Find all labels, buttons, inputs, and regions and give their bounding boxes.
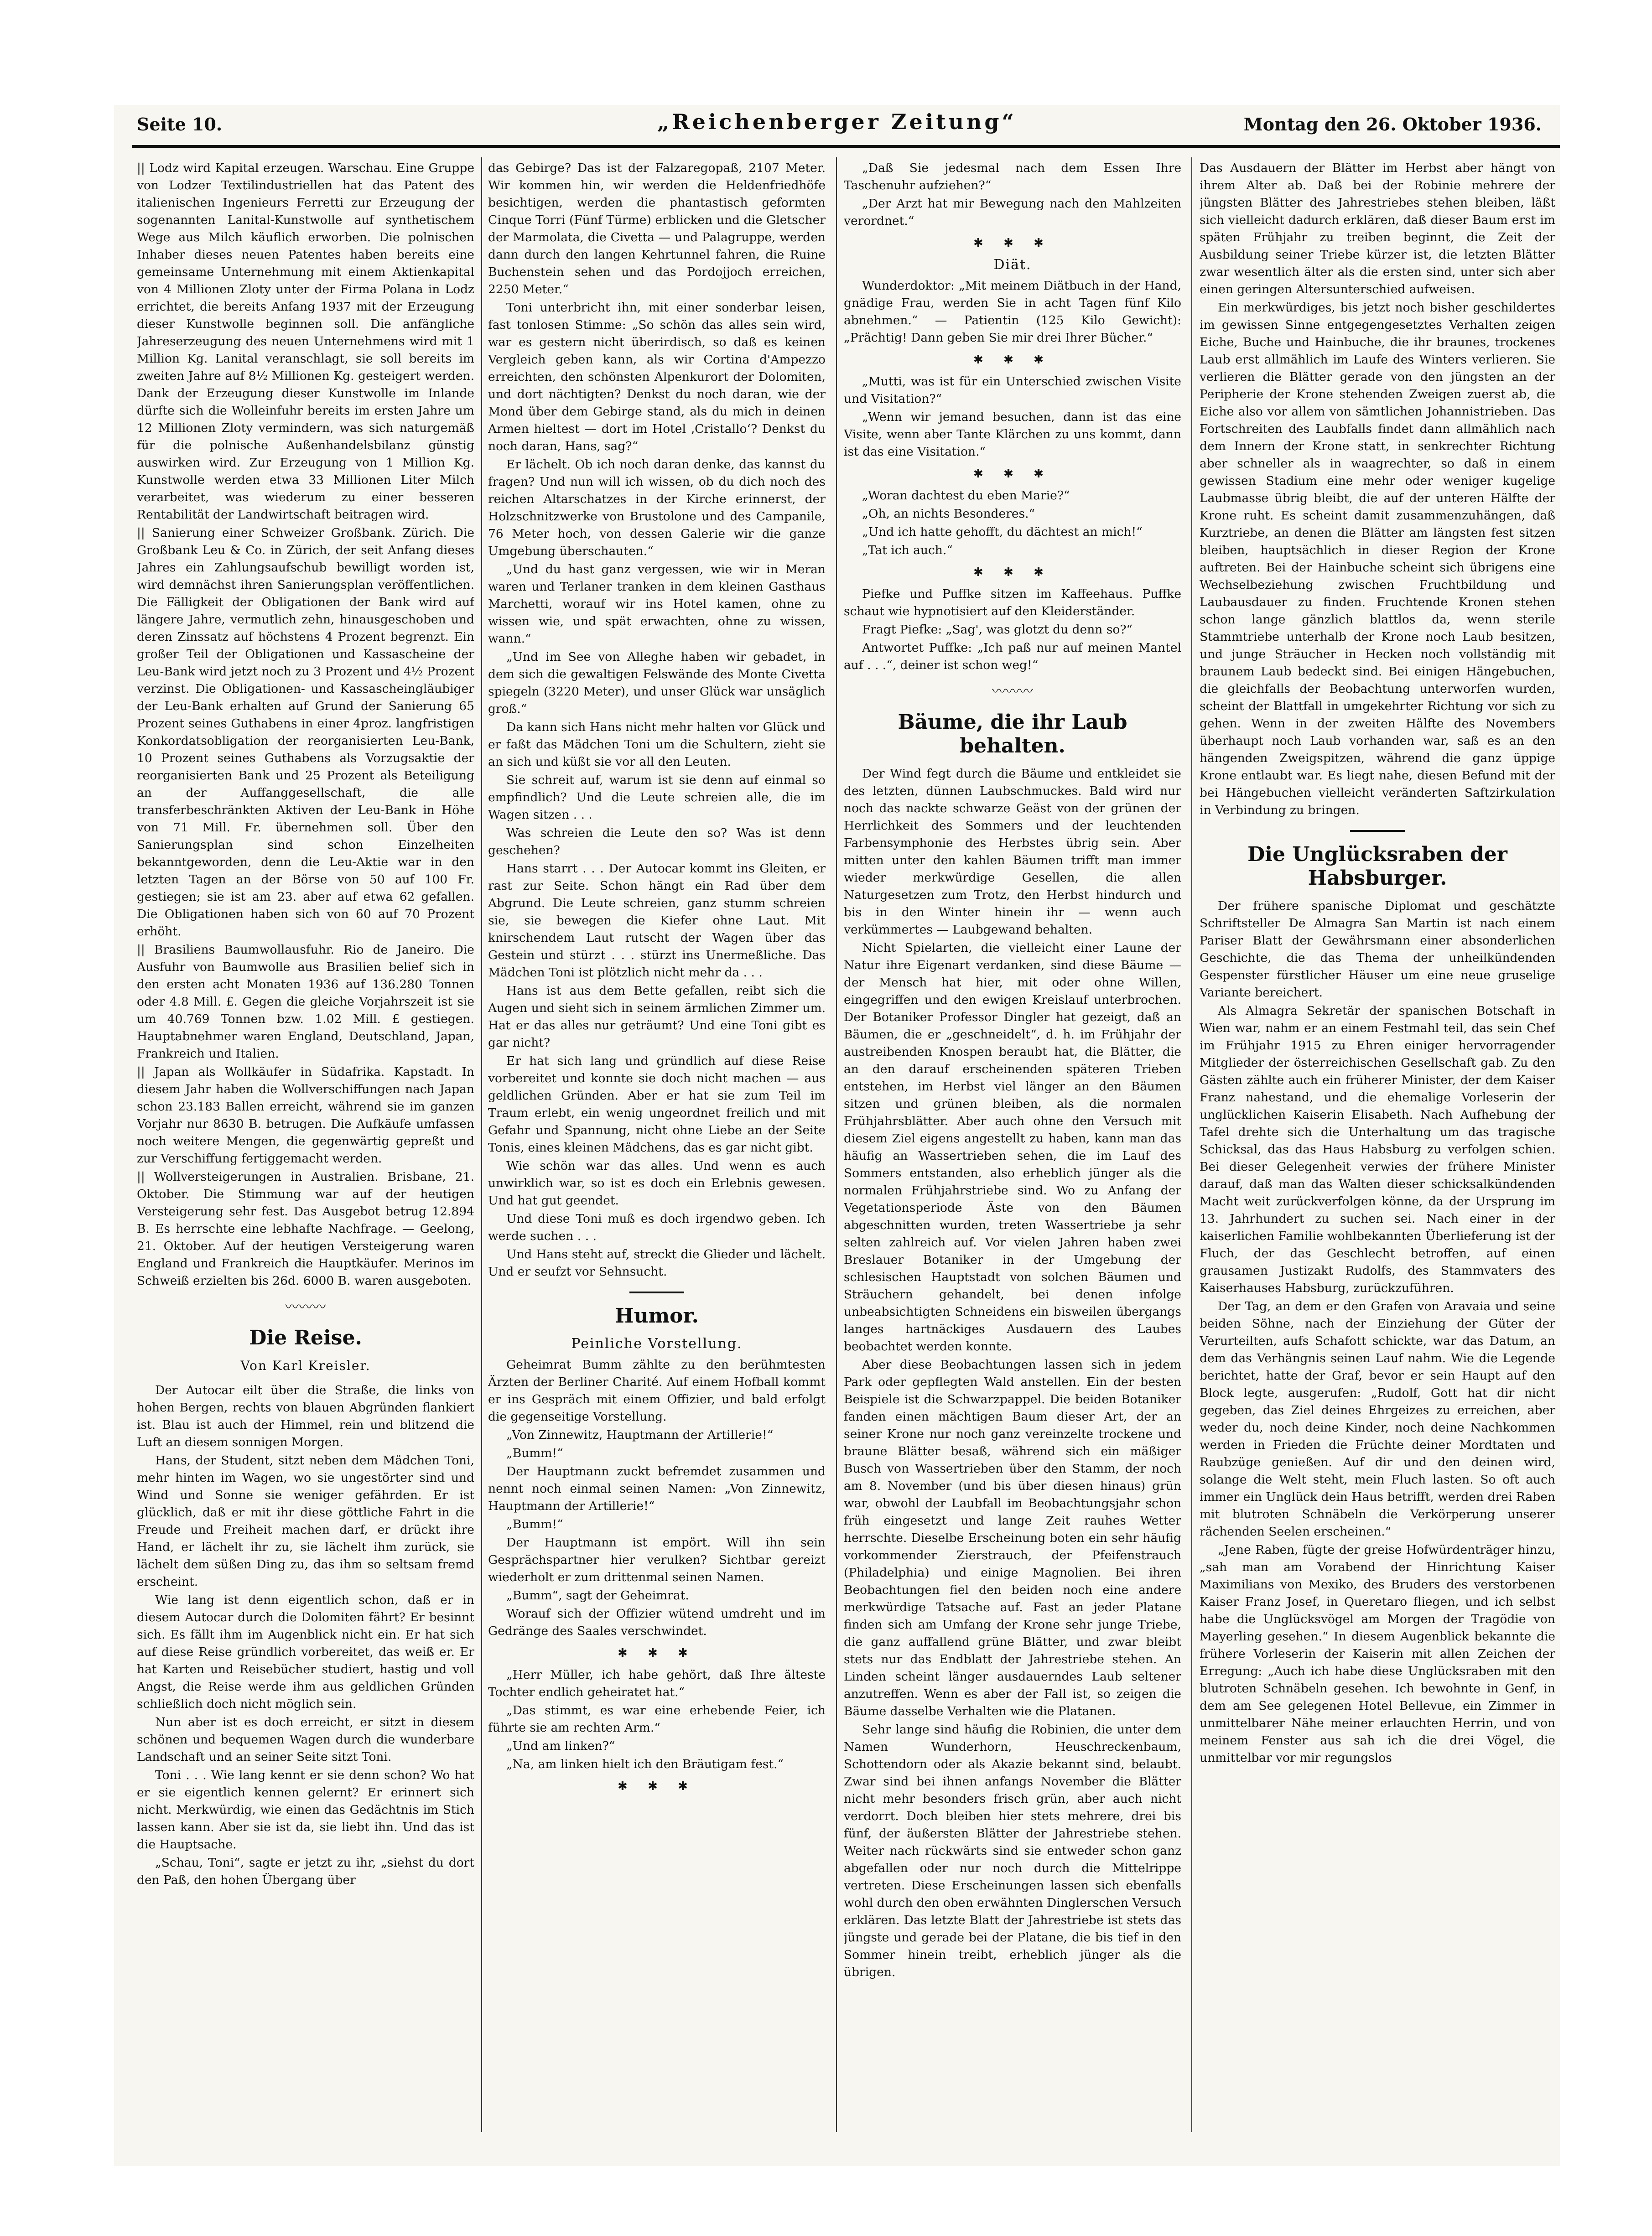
article-paragraph: Das Ausdauern der Blätter im Herbst aber hängt von ihrem Alter ab. Daß bei der Robinie mehrere der jüngsten Blätter des Jahrestriebes stehen bleiben, läßt sich vielleicht dadurch erklären, daß dieser Baum erst im späten Frühjahr zu treiben beginnt, die Zeit der Ausbildung seiner Triebe kürzer ist, die letzten Blätter zwar wesentlich älter als die ersten sind, unter sich aber einen geringen Altersunterschied aufweisen. [1200,161,1555,296]
article-paragraph: Sehr lange sind häufig die Robinien, die unter dem Namen Wunderhorn, Heuschreckenbaum, Schottendorn oder als Akazie bekannt sind, belaubt. Zwar sind bei ihnen anfangs November die Blätter nicht mehr besonders frisch grün, aber auch nicht verdorrt. Doch bleiben hier stets mehrere, drei bis fünf, der äußersten Blätter der Jahrestriebe stehen. Weiter nach rückwärts sind sie entweder schon ganz abgefallen oder nur noch durch die Mittelrippe vertreten. Diese Erscheinungen lassen sich ebenfalls wohl durch den oben erwähnten Dinglerschen Versuch erklären. Das letzte Blatt der Jahrestriebe ist stets das jüngste und gerade bei der Platane, die bis tief in den Sommer hinein treibt, erheblich jünger als die übrigen. [844,1722,1181,1979]
page-number: Seite 10. [137,114,223,135]
separator-stars: ✱ ✱ ✱ [618,1779,696,1793]
column-divider [836,157,837,2132]
section-rule [1350,830,1405,832]
joke-paragraph: „Und am linken?“ [506,1739,615,1753]
joke-paragraph: „Oh, an nichts Besonderes.“ [862,507,1035,521]
story-paragraph: Was schreien die Leute den so? Was ist denn geschehen? [488,826,826,857]
story-headline-reise: Die Reise. [249,1326,362,1349]
story-paragraph: Hans starrt . . . Der Autocar kommt ins Gleiten, er rast zur Seite. Schon hängt ein Rad über dem Abgrund. Die Leute schreien, ganz stumm schreien sie, sie bewegen die Kiefer ohne Laut. Mit knirschendem Laut rutscht der Wagen über das Gestein und stürzt . . . stürzt ins Unermeßliche. Das Mädchen Toni ist plötzlich nicht mehr da . . . [488,861,826,980]
article-headline-raben: Die Unglücksraben der Habsburger. [1247,843,1507,890]
joke-paragraph: „Wenn wir jemand besuchen, dann ist das eine Visite, wenn aber Tante Klärchen zu uns kommt, dann ist das eine Visitation.“ [844,410,1181,459]
joke-paragraph: Geheimrat Bumm zählte zu den berühmtesten Ärzten der Berliner Charité. Auf einem Hofball kommt er ins Gespräch mit einem Offizier, und bald erfolgt die gegenseitige Vorstellung. [488,1358,826,1424]
story-paragraph: Toni unterbricht ihn, mit einer sonderbar leisen, fast tonlosen Stimme: „So schön das alles sein wird, war es gestern nicht überirdisch, so daß es keinen Vergleich geben kann, als wir Cortina d'Ampezzo erreichten, den schönsten Alpenkurort der Dolomiten, und dort nächtigten? Denkst du noch daran, wie der Mond über dem Gebirge stand, als du mich in deinen Armen hieltest — dort im Hotel ‚Cristallo‘? Denkst du noch daran, Hans, sag?“ [488,301,826,453]
header-rule [132,145,1560,148]
story-paragraph: Und diese Toni muß es doch irgendwo geben. Ich werde suchen . . . [488,1212,826,1243]
newspaper-title: „Reichenberger Zeitung“ [657,109,1017,134]
news-item-lodz: || Lodz wird Kapital erzeugen. Warschau. Eine Gruppe von Lodzer Textilindustriellen hat das Patent des italienischen Ingenieurs Ferretti zur Erzeugung der sogenannten Lanital-Kunstwolle auf synthetischem Wege aus Milch käuflich erworben. Die polnischen Inhaber dieses neuen Patentes haben bereits eine gemeinsame Unternehmung mit einem Aktienkapital von 4 Millionen Zloty unter der Firma Polana in Lodz errichtet, die bereits Anfang 1937 mit der Erzeugung dieser Kunstwolle beginnen soll. Die anfängliche Jahreserzeugung des neuen Unternehmens wird mit 1 Million Kg. Lanital veranschlagt, sie soll bereits im zweiten Jahre auf 8½ Millionen Kg. gesteigert werden. Dank der Erzeugung dieser Kunstwolle im Inlande dürfte sich die Wolleinfuhr bereits im ersten Jahre um 12 Millionen Zloty vermindern, was sich naturgemäß für die polnische Außenhandelsbilanz günstig auswirken wird. Zur Erzeugung von 1 Million Kg. Kunstwolle werden etwa 33 Millionen Liter Milch verarbeitet, was wiederum zu einer besseren Rentabilität der Landwirtschaft beitragen wird. [137,161,474,522]
joke-paragraph: „Bumm!“ [506,1446,563,1460]
section-ornament: 〰〰〰 [285,1299,326,1315]
separator-stars: ✱ ✱ ✱ [973,565,1052,579]
article-paragraph: Der Wind fegt durch die Bäume und entkleidet sie des letzten, dünnen Laubschmuckes. Bald wird nur noch das nackte schwarze Geäst von der grünen der Herrlichkeit des Sommers und der leuchtenden Farbensymphonie des Herbstes übrig sein. Aber mitten unter den kahlen Bäumen trifft man immer wieder merkwürdige Gesellen, die allen Naturgesetzen zum Trotz, den Herbst hindurch und bis in den Winter hinein ihr — wenn auch verkümmertes — Laubgewand behalten. [844,767,1181,937]
joke-paragraph: „Daß Sie jedesmal nach dem Essen Ihre Taschenuhr aufziehen?“ [844,161,1181,192]
separator-stars: ✱ ✱ ✱ [973,353,1052,367]
news-item-leu-bank: || Sanierung einer Schweizer Großbank. Zürich. Die Großbank Leu & Co. in Zürich, der seit Anfang dieses Jahres ein Zahlungsaufschub bewilligt worden ist, wird demnächst ihren Sanierungsplan veröffentlichen. Die Fälligkeit der Obligationen der Bank wird auf längere Jahre, vermutlich zehn, hinausgeschoben und deren Zinssatz auf höchstens 4 Prozent begrenzt. Ein großer Teil der Obligationen und Kassascheine der Leu-Bank wird jetzt noch zu 3 Prozent und 4½ Prozent verzinst. Die Obligationen- und Kassascheingläubiger der Leu-Bank erhalten auf Grund der Sanierung 65 Prozent seines Guthabens in einer 4proz. langfristigen Konkordatsobligation der reorganisierten Leu-Bank, 10 Prozent seines Guthabens als Vorzugsaktie der reorganisierten Bank und 25 Prozent als Beteiligung an der Auffanggesellschaft, die alle transferbeschränkten Aktiven der Leu-Bank in Höhe von 71 Mill. Fr. übernehmen soll. Über den Sanierungsplan sind schon Einzelheiten bekanntgeworden, denn die Leu-Aktie war in den letzten Tagen an der Börse von 50 auf 100 Fr. gestiegen; sie ist am 23. aber auf etwa 62 gefallen. Die Obligationen haben sich von 60 auf 70 Prozent erhöht. [137,526,474,939]
story-byline: Von Karl Kreisler. [240,1358,371,1373]
article-paragraph: „Jene Raben, fügte der greise Hofwürdenträger hinzu, „sah man am Vorabend der Hinrichtung Kaiser Maximilians von Mexiko, des Bruders des verstorbenen Kaiser Franz Josef, in Queretaro fliegen, und ich selbst habe die Unglücksvögel am Morgen der Tragödie von Mayerling gesehen.“ In diesem Augenblick bekannte die frühere Vorleserin der Kaiserin mit allen Zeichen der Erregung: „Auch ich habe diese Unglücksraben mit den blutroten Schnäbeln gesehen. Ich bewohnte in Genf, in dem am See gelegenen Hotel Bellevue, ein Zimmer in unmittelbarer Nähe meiner erlauchten Herrin, und von meinem Fenster aus sah ich die drei Vögel, die unmittelbar vor mir regungslos [1200,1543,1555,1765]
story-paragraph: das Gebirge? Das ist der Falzaregopaß, 2107 Meter. Wir kommen hin, wir werden die Heldenfriedhöfe besichtigen, werden die phantastisch geformten Cinque Torri (Fünf Türme) erblicken und die Gletscher der Marmolata, die Civetta — und Palagruppe, werden dann durch den langen Kehrtunnel fahren, die Ruine Buchenstein sehen und das Pordojjoch erreichen, 2250 Meter.“ [488,161,826,296]
story-paragraph: Wie lang ist denn eigentlich schon, daß er in diesem Autocar durch die Dolomiten fährt? Er besinnt sich. Es fällt ihm im Augenblick nicht ein. Er hat sich auf diese Reise gründlich vorbereitet, das weiß er. Er hat Karten und Reisebücher studiert, hastig und voll Angst, die Reise werde ihm aus geldlichen Gründen schließlich doch nicht möglich sein. [137,1593,474,1711]
column-1 [137,160,474,2134]
article-headline-baeume: Bäume, die ihr Laub behalten. [898,711,1127,757]
story-paragraph: Toni . . . Wie lang kennt er sie denn schon? Wo hat er sie eigentlich kennen gelernt? Er erinnert sich nicht. Merkwürdig, wie einen das Gedächtnis im Stich lassen kann. Aber sie ist da, sie liebt ihn. Und das ist die Hauptsache. [137,1768,474,1852]
story-paragraph: Er lächelt. Ob ich noch daran denke, das kannst du fragen? Und nun will ich wissen, ob du dich noch des reichen Altarschatzes in der Kirche erinnerst, der Holzschnitzwerke von Brustolone und des Campanile, 76 Meter hoch, von dessen Galerie wir die ganze Umgebung überschauten.“ [488,457,826,558]
story-paragraph: Der Autocar eilt über die Straße, die links von hohen Bergen, rechts von blauen Abgründen flankiert ist. Blau ist auch der Himmel, rein und blitzend die Luft an diesem sonnigen Morgen. [137,1383,474,1449]
joke-paragraph: „Na, am linken hielt ich den Bräutigam fest.“ [506,1757,784,1771]
joke-paragraph: Piefke und Puffke sitzen im Kaffeehaus. Puffke schaut wie hypnotisiert auf den Kleiderständer. [844,587,1181,618]
joke-title: Diät. [993,257,1032,273]
story-paragraph: Er hat sich lang und gründlich auf diese Reise vorbereitet und konnte sie doch nicht machen — aus geldlichen Gründen. Aber er hat sie zum Teil im Traum erlebt, ein wenig ungeordnet freilich und mit Gefahr und Spannung, nicht ohne Liebe an der Seite Tonis, eines kleinen Mädchens, das es gar nicht gibt. [488,1054,826,1155]
joke-paragraph: Worauf sich der Offizier wütend umdreht und im Gedränge des Saales verschwindet. [488,1607,826,1638]
article-paragraph: Der frühere spanische Diplomat und geschätzte Schriftsteller De Almagra San Martin ist nach einem Pariser Blatt der Gewährsmann einer absonderlichen Geschichte, die das Thema der unheilkündenden Gespenster fürstlicher Häuser um eine neue gruselige Variante bereichert. [1200,899,1555,1000]
news-item-brazil-cotton: || Brasiliens Baumwollausfuhr. Rio de Janeiro. Die Ausfuhr von Baumwolle aus Brasilien belief sich in den ersten acht Monaten 1936 auf 136.280 Tonnen oder 4.8 Mill. £. Gegen die gleiche Vorjahrszeit ist sie um 40.769 Tonnen bzw. 1.02 Mill. £ gestiegen. Hauptabnehmer waren England, Deutschland, Japan, Frankreich und Italien. [137,943,474,1061]
news-item-australia-wool: || Wollversteigerungen in Australien. Brisbane, 21. Oktober. Die Stimmung war auf der heutigen Versteigerung sehr fest. Das Ausgebot betrug 12.894 B. Es herrschte eine lebhafte Nachfrage. — Geelong, 21. Oktober. Auf der heutigen Versteigerung waren England und Frankreich die Hauptkäufer. Merinos im Schweiß erzielten bis 26d. 6000 B. waren ausgeboten. [137,1170,474,1288]
issue-date: Montag den 26. Oktober 1936. [1243,114,1542,135]
joke-paragraph: „Das stimmt, es war eine erhebende Feier, ich führte sie am rechten Arm.“ [488,1703,826,1735]
joke-paragraph: „Und ich hatte gehofft, du dächtest an mich!“ [862,525,1143,539]
section-ornament: 〰〰〰 [992,684,1033,700]
story-paragraph: Da kann sich Hans nicht mehr halten vor Glück und er faßt das Mädchen Toni um die Schultern, zieht sie an sich und küßt sie vor all den Leuten. [488,720,826,769]
story-paragraph: Hans ist aus dem Bette gefallen, reibt sich die Augen und sieht sich in seinem ärmlichen Zimmer um. Hat er das alles nur geträumt? Und eine Toni gibt es gar nicht? [488,984,826,1050]
separator-stars: ✱ ✱ ✱ [618,1646,696,1660]
story-paragraph: „Und du hast ganz vergessen, wie wir in Meran waren und Terlaner tranken in dem kleinen Gasthaus Marchetti, worauf wir ins Hotel kamen, ohne zu wissen wie, und spät erwachten, ohne zu wissen, wann.“ [488,562,826,646]
joke-paragraph: Antwortet Puffke: „Ich paß nur auf meinen Mantel auf . . .“, deiner ist schon weg!“ [844,641,1181,672]
article-paragraph: Aber diese Beobachtungen lassen sich in jedem Park oder gepflegten Wald anstellen. Ein der besten Beispiele ist die Schwarzpappel. Die beiden Botaniker fanden einen mächtigen Baum dieser Art, der an seiner Krone nur noch ganz vereinzelte trockene und braune Blätter besaß, während sich ein mäßiger Busch von Wassertrieben über den Stamm, der noch am 8. November (und bis über diesen hinaus) grün war, obwohl der Laubfall im Beobachtungsjahr schon früh eingesetzt und lange Zeit rauhes Wetter herrschte. Dieselbe Erscheinung boten ein sehr häufig vorkommender Zierstrauch, der Pfeifenstrauch (Philadelphia) und einige Magnolien. Bei ihren Beobachtungen fiel den beiden noch eine andere merkwürdige Tatsache auf. Fast an jeder Platane finden sich am Umfang der Krone sehr junge Triebe, die ganz auffallend grüne Blätter, und zwar bleibt stets nur das Endblatt der Jahrestriebe stehen. An Linden scheint länger ausdauerndes Laub seltener anzutreffen. Wenn es aber der Fall ist, so zeigen die Bäume dasselbe Verhalten wie die Platanen. [844,1358,1181,1718]
article-paragraph: Der Tag, an dem er den Grafen von Aravaia und seine beiden Söhne, nach der Einziehung der Güter der Verurteilten, aufs Schafott schickte, war das Datum, an dem das Verhängnis seinen Lauf nahm. Wie die Legende berichtet, hatte der Graf, bevor er sein Haupt auf den Block legte, ausgerufen: „Rudolf, Gott hat dir nicht gegeben, das Ziel deines Ehrgeizes zu erreichen, aber weder du, noch deine Kinder, noch deine Nachkommen werden in Frieden die Früchte deiner Mordtaten und Raubzüge genießen. Auf dir und den deinen wird, solange die Welt steht, mein Fluch lasten. So oft auch immer ein Unglück dein Haus betrifft, werden drei Raben mit blutroten Schnäbeln die Verkörperung unserer rächenden Seelen erscheinen.“ [1200,1299,1555,1539]
column-divider [481,157,482,2132]
news-item-japan-wool: || Japan als Wollkäufer in Südafrika. Kapstadt. In diesem Jahr haben die Wollverschiffungen nach Japan schon 23.183 Ballen erreicht, während sie im ganzen Vorjahr nur 8630 B. betrugen. Die Aufkäufe umfassen noch weitere Mengen, die gegenwärtig gepreßt und zur Verschiffung fertiggemacht werden. [137,1065,474,1166]
section-rule [629,1292,684,1293]
article-paragraph: Nicht Spielarten, die vielleicht einer Laune der Natur ihre Eigenart verdanken, sind diese Bäume — der Mensch hat hier, mit oder ohne Willen, eingegriffen und den ewigen Kreislauf unterbrochen. Der Botaniker Professor Dingler hat gezeigt, daß an Bäumen, die er „geschneidelt“, d. h. im Frühjahr der austreibenden Knospen beraubt hat, die Blätter, die an den darauf erscheinenden späteren Trieben entstehen, im Herbst viel länger an den Bäumen sitzen und grünen bleiben, als die normalen Frühjahrsblätter. Aber auch ohne den Versuch mit diesem Ziel eigens angestellt zu haben, kann man das häufig an Wassertrieben sehen, die im Lauf des Sommers entstanden, also erheblich jünger als die normalen Frühjahrstriebe sind. Wo zu Anfang der Vegetationsperiode Äste von den Bäumen abgeschnitten wurden, treten Wassertriebe ja sehr selten zahlreich auf. Vor vielen Jahren haben zwei Breslauer Botaniker in der Umgebung der schlesischen Hauptstadt von solchen Bäumen und Sträuchern gehandelt, bei denen infolge unbeabsichtigten Schneidens ein bisweilen übergangs langes hartnäckiges Ausdauern des Laubes beobachtet werden konnte. [844,941,1181,1354]
joke-paragraph: Der Hauptmann zuckt befremdet zusammen und nennt noch einmal seinen Namen: „Von Zinnewitz, Hauptmann der Artillerie!“ [488,1464,826,1513]
story-paragraph: Und Hans steht auf, streckt die Glieder und lächelt. Und er seufzt vor Sehnsucht. [488,1247,826,1279]
column-divider [1191,157,1192,2132]
joke-paragraph: „Tat ich auch.“ [862,543,953,557]
joke-title: Peinliche Vorstellung. [571,1336,743,1352]
article-paragraph: Ein merkwürdiges, bis jetzt noch bisher geschildertes im gewissen Sinne entgegengesetztes Verhalten zeigen Eiche, Buche und Hainbuche, die ihr braunes, trockenes Laub erst allmählich im Laufe des Winters verlieren. Sie verlieren die Blätter gerade von den jüngsten an der Peripherie der Krone stehenden Zweigen zuerst ab, die Eiche also vor allem von sämtlichen Johannistrieben. Das Fortschreiten des Laubfalls findet dann allmählich nach dem Innern der Krone statt, in senkrechter Richtung aber schneller als in waagrechter, so daß in einem gewissen Stadium eine mehr oder weniger kugelige Laubmasse übrig bleibt, die auf der unteren Hälfte der Krone ruht. Es scheint damit zusammenzuhängen, daß Kurztriebe, an denen die Blätter am längsten fest sitzen bleiben, hauptsächlich in dieser Region der Krone auftreten. Bei der Hainbuche scheint sich übrigens eine Wechselbeziehung zwischen Fruchtbildung und Laubausdauer zu finden. Fruchtende Kronen stehen schon lange gänzlich blattlos da, wenn sterile Stammtriebe unterhalb der Krone noch Laub besitzen, und junge Sträucher in Hecken noch vollständig mit braunem Laub bedeckt sind. Bei einigen Hängebuchen, die gleichfalls der Beobachtung unterworfen wurden, scheint der Blattfall in umgekehrter Richtung vor sich zu gehen. Wenn in der zweiten Hälfte des Novembers überhaupt noch Laub vorhanden war, saß es an den hängenden Zweigspitzen, während die ganz üppige Krone entlaubt war. Es liegt nahe, diesen Befund mit der bei Hängebuchen vielleicht veränderten Saftzirkulation in Verbindung zu bringen. [1200,301,1555,817]
story-paragraph: Sie schreit auf, warum ist sie denn auf einmal so empfindlich? Und die Leute schreien alle, die im Wagen sitzen . . . [488,773,826,822]
joke-paragraph: Wunderdoktor: „Mit meinem Diätbuch in der Hand, gnädige Frau, werden Sie in acht Tagen fünf Kilo abnehmen.“ — Patientin (125 Kilo Gewicht): „Prächtig! Dann geben Sie mir drei Ihrer Bücher.“ [844,279,1181,345]
column-2 [488,160,826,2134]
section-headline-humor: Humor. [615,1304,699,1328]
joke-paragraph: Fragt Piefke: „Sag', was glotzt du denn so?“ [862,623,1133,637]
story-paragraph: Nun aber ist es doch erreicht, er sitzt in diesem schönen und bequemen Wagen durch die wunderbare Landschaft und an seiner Seite sitzt Toni. [137,1715,474,1764]
joke-paragraph: „Woran dachtest du eben Marie?“ [862,488,1070,503]
story-paragraph: „Schau, Toni“, sagte er jetzt zu ihr, „siehst du dort den Paß, den hohen Übergang über [137,1856,474,1887]
joke-paragraph: „Mutti, was ist für ein Unterschied zwischen Visite und Visitation?“ [844,374,1181,406]
separator-stars: ✱ ✱ ✱ [973,467,1052,481]
article-paragraph: Als Almagra Sekretär der spanischen Botschaft in Wien war, nahm er an einem Festmahl teil, das sein Chef im Frühjahr 1915 zu Ehren einiger hervorragender Mitglieder der österreichischen Gesellschaft gab. Zu den Gästen zählte auch ein früherer Minister, der dem Kaiser Franz nahestand, und die ehemalige Vorleserin der unglücklichen Kaiserin Elisabeth. Nach Aufhebung der Tafel drehte sich die Unterhaltung um das tragische Schicksal, das das Haus Habsburg zu verfolgen schien. Bei dieser Gelegenheit verwies der frühere Minister darauf, daß man das Walten dieser schicksalkündenden Macht weit zurückverfolgen könne, da der Ursprung im 13. Jahrhundert zu suchen sei. Nach einer in der kaiserlichen Familie wohlbekannten Überlieferung ist der Fluch, der das Geschlecht betroffen, auf einen grausamen Justizakt Rudolfs, des Stammvaters des Kaiserhauses Habsburg, zurückzuführen. [1200,1004,1555,1295]
column-4 [1200,160,1555,2134]
column-3 [844,160,1181,2134]
joke-paragraph: „Bumm!“ [506,1517,563,1531]
story-paragraph: „Und im See von Alleghe haben wir gebadet, in dem sich die gewaltigen Felswände des Monte Civetta spiegeln (3220 Meter), und unser Glück war unsäglich groß.“ [488,650,826,716]
joke-paragraph: „Herr Müller, ich habe gehört, daß Ihre älteste Tochter endlich geheiratet hat.“ [488,1668,826,1699]
joke-paragraph: „Der Arzt hat mir Bewegung nach den Mahlzeiten verordnet.“ [844,197,1181,228]
story-paragraph: Hans, der Student, sitzt neben dem Mädchen Toni, mehr hinten im Wagen, wo sie ungestörter sind und Wind und Sonne sie weniger gefährden. Er ist glücklich, daß er mit ihr diese göttliche Fahrt in die Freude und Freiheit machen darf, er drückt ihre Hand, er lächelt ihr zu, sie lächelt ihm zurück, sie lächelt dem süßen Ding zu, das ihm so seltsam fremd erscheint. [137,1453,474,1589]
masthead [114,109,1560,141]
joke-paragraph: „Bumm“, sagt der Geheimrat. [506,1588,689,1603]
story-paragraph: Wie schön war das alles. Und wenn es auch unwirklich war, so ist es doch ein Erlebnis gewesen. Und hat gut geendet. [488,1159,826,1208]
separator-stars: ✱ ✱ ✱ [973,236,1052,250]
joke-paragraph: „Von Zinnewitz, Hauptmann der Artillerie!“ [506,1428,774,1442]
joke-paragraph: Der Hauptmann ist empört. Will ihn sein Gesprächspartner hier verulken? Sichtbar gereizt wiederholt er zum drittenmal seinen Namen. [488,1536,826,1584]
